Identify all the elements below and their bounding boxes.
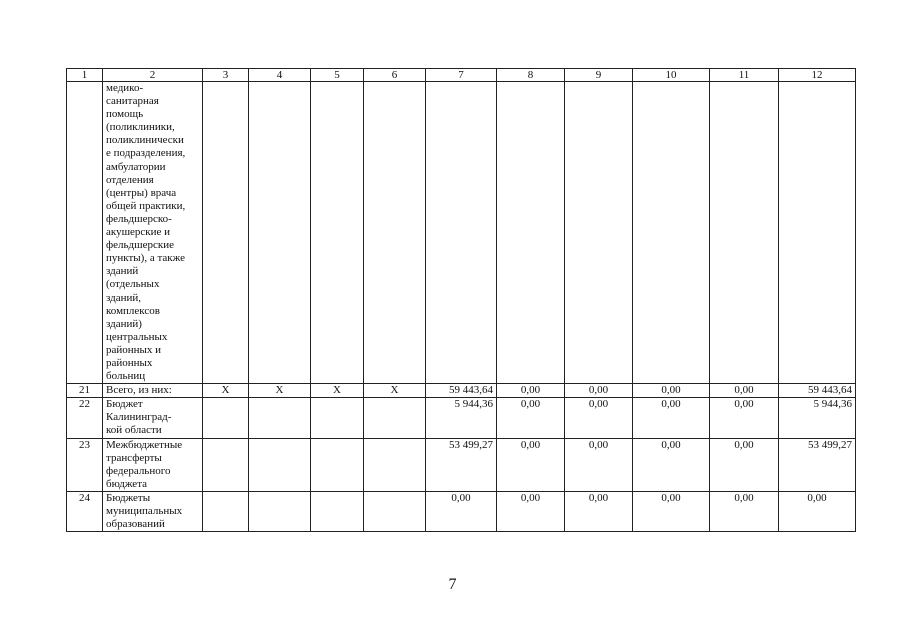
row-name-line: е подразделения,: [106, 147, 186, 160]
table-cell: [633, 82, 710, 384]
table-cell: 0,00: [710, 438, 779, 491]
table-cell: [364, 491, 426, 531]
table-cell: [710, 82, 779, 384]
table-cell: [249, 82, 311, 384]
row-name-line: районных и: [106, 343, 162, 356]
table-cell: 0,00: [779, 491, 856, 531]
row-name-line: больниц: [106, 370, 146, 383]
table-cell: 53 499,27: [426, 438, 497, 491]
table-cell: X: [364, 384, 426, 398]
column-header: 4: [249, 69, 311, 82]
budget-table: [66, 68, 856, 532]
table-cell: 53 499,27: [779, 438, 856, 491]
table-cell: 59 443,64: [779, 384, 856, 398]
table-cell: [203, 398, 249, 438]
table-cell: [364, 438, 426, 491]
column-header: 3: [203, 69, 249, 82]
row-name-line: санитарная: [106, 95, 159, 108]
row-name-line: (отдельных: [106, 278, 160, 291]
column-header: 2: [103, 69, 203, 82]
row-number: 21: [67, 384, 103, 398]
row-name: [103, 398, 203, 438]
table-cell: 0,00: [633, 384, 710, 398]
table-cell: [249, 438, 311, 491]
table-cell: [779, 82, 856, 384]
row-name: [103, 82, 203, 384]
row-number: 23: [67, 438, 103, 491]
row-name-line: помощь: [106, 108, 144, 121]
table-cell: 0,00: [565, 491, 633, 531]
row-name-line: образований: [106, 518, 165, 531]
row-name-line: пункты), а также: [106, 252, 185, 265]
table-cell: [203, 82, 249, 384]
table-cell: 0,00: [565, 384, 633, 398]
row-name-line: муниципальных: [106, 505, 183, 517]
row-name-line: трансферты: [106, 451, 162, 464]
row-name-line: Межбюджетные: [106, 438, 183, 451]
table-cell: 5 944,36: [426, 398, 497, 438]
table-cell: X: [249, 384, 311, 398]
row-name-line: фельдшерские: [106, 239, 174, 252]
row-name-line: медико-: [106, 82, 144, 94]
table-cell: [364, 398, 426, 438]
table-cell: X: [311, 384, 364, 398]
table-cell: 0,00: [710, 491, 779, 531]
row-name-line: Бюджеты: [106, 491, 151, 504]
row-name-line: федерального: [106, 464, 171, 477]
table-cell: [203, 438, 249, 491]
column-header: 1: [67, 69, 103, 82]
row-number: 24: [67, 491, 103, 531]
table-cell: 0,00: [497, 438, 565, 491]
column-header: 11: [710, 69, 779, 82]
row-name-line: комплексов: [106, 304, 160, 317]
row-name-line: (центры) врача: [106, 186, 177, 199]
column-header: 6: [364, 69, 426, 82]
table-cell: X: [203, 384, 249, 398]
row-name: [103, 491, 203, 531]
table-cell: 0,00: [633, 491, 710, 531]
table-row: [67, 438, 856, 491]
page-number: 7: [448, 576, 457, 593]
table-cell: [311, 82, 364, 384]
table-cell: [426, 82, 497, 384]
column-number-row: [67, 69, 856, 82]
table-cell: [311, 438, 364, 491]
row-name-line: центральных: [106, 330, 168, 343]
row-name-line: зданий,: [106, 291, 142, 304]
table-cell: 0,00: [497, 384, 565, 398]
table-cell: [249, 398, 311, 438]
row-name-line: амбулатории: [106, 160, 166, 173]
table-cell: 0,00: [426, 491, 497, 531]
row-name-line: кой области: [106, 424, 162, 437]
table-cell: 0,00: [710, 384, 779, 398]
row-name-line: акушерские и: [106, 226, 171, 239]
table-cell: 5 944,36: [779, 398, 856, 438]
table-cell: [364, 82, 426, 384]
row-name-line: бюджета: [106, 477, 148, 490]
row-number: 22: [67, 398, 103, 438]
row-name-line: Бюджет: [106, 398, 143, 411]
row-name-line: зданий): [106, 317, 142, 330]
table-cell: [311, 491, 364, 531]
column-header: 7: [426, 69, 497, 82]
column-header: 10: [633, 69, 710, 82]
row-name-line: (поликлиники,: [106, 121, 175, 134]
table-row: [67, 384, 856, 398]
table-cell: 0,00: [497, 491, 565, 531]
column-header: 5: [311, 69, 364, 82]
column-header: 12: [779, 69, 856, 82]
table-cell: 0,00: [633, 438, 710, 491]
table-row: [67, 491, 856, 531]
table-cell: 0,00: [633, 398, 710, 438]
table-cell: 0,00: [565, 438, 633, 491]
row-name-line: фельдшерско-: [106, 212, 172, 225]
table-cell: [497, 82, 565, 384]
row-name-line: Всего, из них:: [106, 384, 172, 397]
row-name-line: Калининград-: [106, 411, 172, 424]
row-name-line: зданий: [106, 265, 139, 278]
table-row-continued: [67, 82, 856, 384]
table-cell: [249, 491, 311, 531]
row-name-line: отделения: [106, 173, 154, 186]
table-row: [67, 398, 856, 438]
table-cell: 0,00: [497, 398, 565, 438]
table-cell: [565, 82, 633, 384]
row-name: [103, 384, 203, 398]
row-name: [103, 438, 203, 491]
table-cell: 0,00: [565, 398, 633, 438]
row-name-line: районных: [106, 356, 153, 369]
row-name-line: общей практики,: [106, 199, 186, 212]
table-cell: [311, 398, 364, 438]
row-name-line: поликлинически: [106, 134, 184, 147]
row-number: [67, 82, 103, 384]
table-cell: [203, 491, 249, 531]
column-header: 8: [497, 69, 565, 82]
table-cell: 0,00: [710, 398, 779, 438]
column-header: 9: [565, 69, 633, 82]
table-cell: 59 443,64: [426, 384, 497, 398]
